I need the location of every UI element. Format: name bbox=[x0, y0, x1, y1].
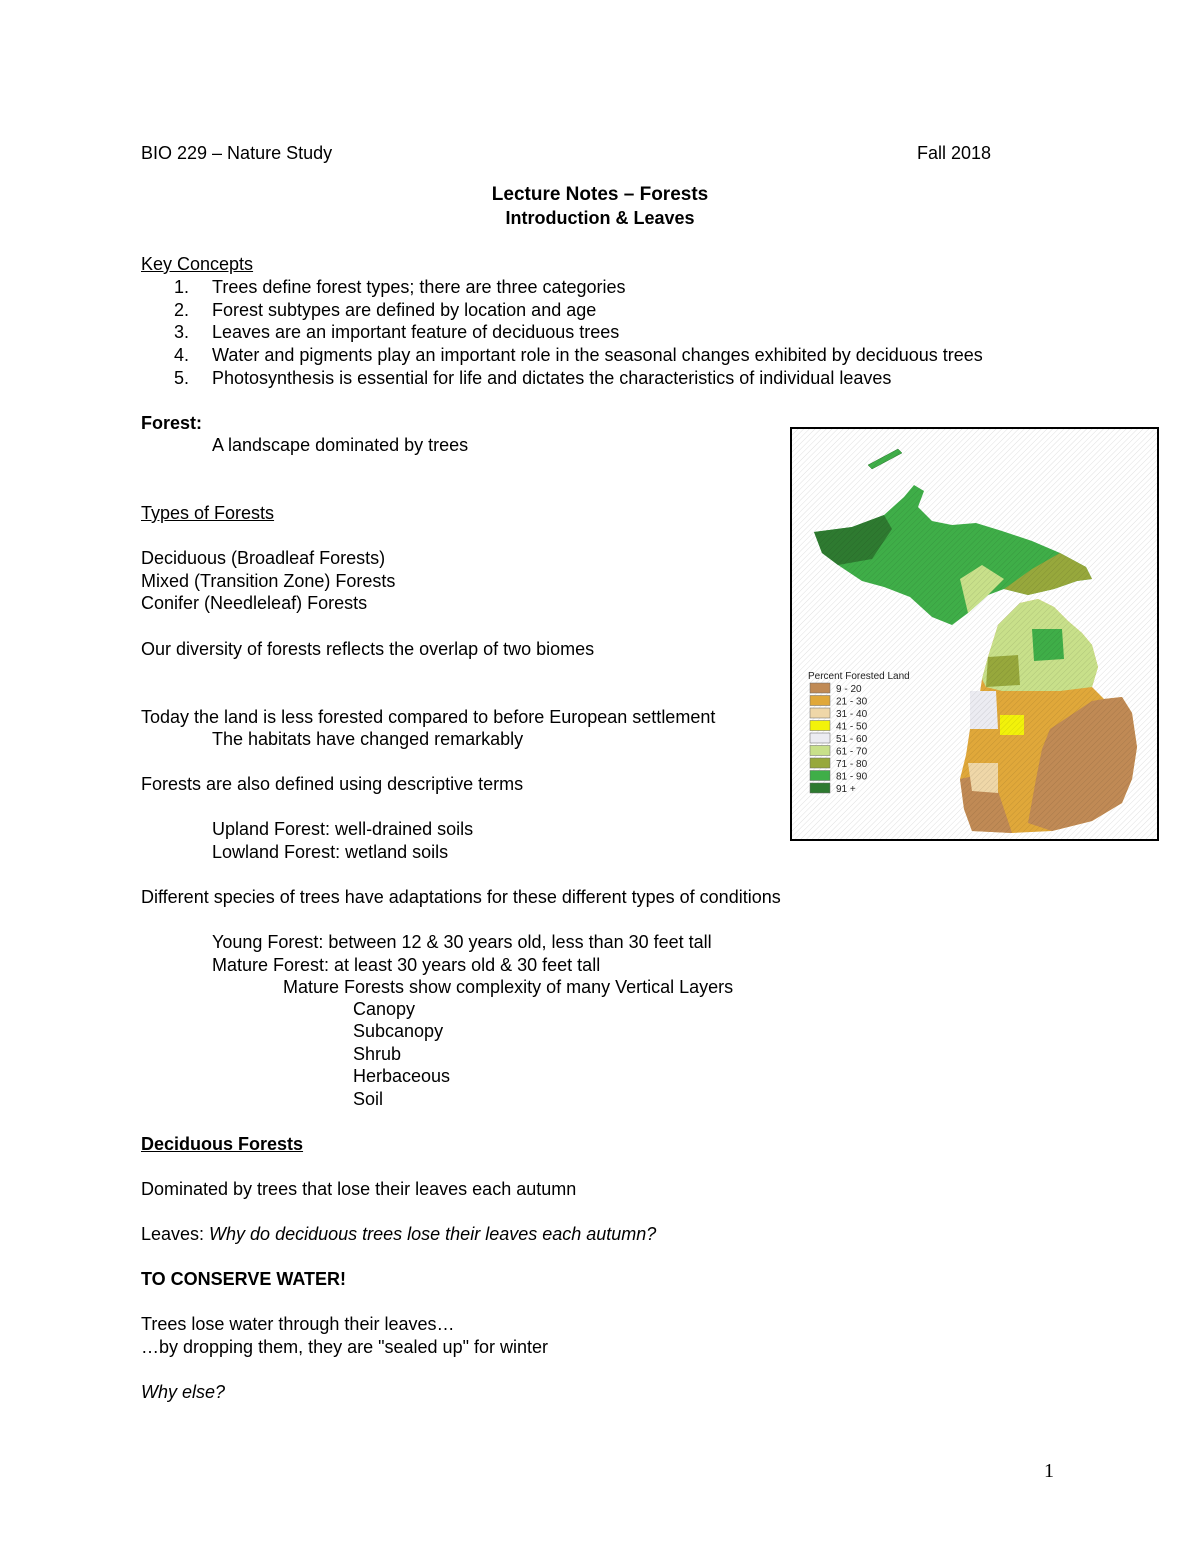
list-item: 1. Trees define forest types; there are three categories bbox=[174, 277, 626, 297]
upland-text: Upland Forest: well-drained soils bbox=[212, 819, 474, 839]
leaves-question: Why do deciduous trees lose their leaves each autumn? bbox=[209, 1224, 657, 1244]
legend-label: 81 - 90 bbox=[836, 771, 868, 783]
forest-type-deciduous: Deciduous (Broadleaf Forests) bbox=[141, 548, 386, 568]
legend-swatch bbox=[810, 783, 830, 793]
adaptations-text: Different species of trees have adaptations for these different types of conditions bbox=[141, 887, 781, 907]
legend-label: 71 - 80 bbox=[836, 759, 868, 770]
list-item: 5. Photosynthesis is essential for life and dictates the characteristics of individual leaves bbox=[174, 368, 892, 388]
layers-intro: Mature Forests show complexity of many Vertical Layers bbox=[283, 977, 734, 997]
legend-swatch bbox=[810, 708, 830, 718]
legend-swatch bbox=[810, 771, 830, 781]
leaves-question-line: Leaves: Why do deciduous trees lose their leaves each autumn? bbox=[141, 1224, 657, 1244]
legend-swatch bbox=[810, 683, 830, 693]
page-subtitle: Introduction & Leaves bbox=[505, 208, 695, 228]
legend-label: 51 - 60 bbox=[836, 734, 868, 745]
layer-item: Soil bbox=[353, 1089, 384, 1109]
forest-definition: A landscape dominated by trees bbox=[212, 435, 469, 455]
legend-swatch bbox=[810, 721, 830, 731]
legend-label: 91 + bbox=[836, 784, 856, 795]
layer-item: Subcanopy bbox=[353, 1021, 444, 1041]
habitats-text: The habitats have changed remarkably bbox=[212, 729, 524, 749]
page-title: Lecture Notes – Forests bbox=[491, 184, 709, 205]
list-item: 4. Water and pigments play an important role in the seasonal changes exhibited by deciduous trees bbox=[174, 345, 983, 365]
why-else-text: Why else? bbox=[141, 1382, 226, 1402]
legend-title: Percent Forested Land bbox=[808, 671, 910, 682]
legend-swatch bbox=[810, 733, 830, 743]
deciduous-heading: Deciduous Forests bbox=[141, 1134, 304, 1154]
legend-swatch bbox=[810, 696, 830, 706]
list-item: 2. Forest subtypes are defined by location and age bbox=[174, 300, 597, 320]
legend-label: 9 - 20 bbox=[836, 684, 862, 695]
water-line-1: Trees lose water through their leaves… bbox=[141, 1314, 455, 1334]
layer-item: Herbaceous bbox=[353, 1066, 451, 1086]
legend-label: 41 - 50 bbox=[836, 721, 868, 733]
course-name: BIO 229 – Nature Study bbox=[141, 143, 333, 163]
young-forest-text: Young Forest: between 12 & 30 years old, less than 30 feet tall bbox=[212, 932, 712, 952]
list-item: 3. Leaves are an important feature of deciduous trees bbox=[174, 322, 620, 342]
mature-forest-text: Mature Forest: at least 30 years old & 30 feet tall bbox=[212, 955, 601, 975]
page-number: 1 bbox=[1044, 1460, 1054, 1482]
lowland-text: Lowland Forest: wetland soils bbox=[212, 842, 449, 862]
legend-label: 21 - 30 bbox=[836, 696, 868, 708]
deciduous-definition: Dominated by trees that lose their leaves each autumn bbox=[141, 1179, 577, 1199]
forest-label: Forest: bbox=[141, 413, 203, 433]
key-concepts-heading: Key Concepts bbox=[141, 254, 254, 274]
michigan-forest-map bbox=[792, 429, 1157, 839]
legend-swatch bbox=[810, 758, 830, 768]
answer-text: TO CONSERVE WATER! bbox=[141, 1269, 347, 1289]
legend-label: 31 - 40 bbox=[836, 709, 868, 720]
forest-type-mixed: Mixed (Transition Zone) Forests bbox=[141, 571, 396, 591]
water-line-2: …by dropping them, they are "sealed up" for winter bbox=[141, 1337, 548, 1357]
layer-item: Shrub bbox=[353, 1044, 402, 1064]
term: Fall 2018 bbox=[917, 143, 992, 163]
legend-label: 61 - 70 bbox=[836, 746, 868, 758]
forest-type-conifer: Conifer (Needleleaf) Forests bbox=[141, 593, 368, 613]
biomes-text: Our diversity of forests reflects the overlap of two biomes bbox=[141, 639, 595, 659]
descriptive-text: Forests are also defined using descriptive terms bbox=[141, 774, 524, 794]
today-text: Today the land is less forested compared to before European settlement bbox=[141, 707, 716, 727]
forest-map-figure bbox=[790, 427, 1159, 841]
layer-item: Canopy bbox=[353, 999, 416, 1019]
types-heading: Types of Forests bbox=[141, 503, 275, 523]
legend-swatch bbox=[810, 746, 830, 756]
